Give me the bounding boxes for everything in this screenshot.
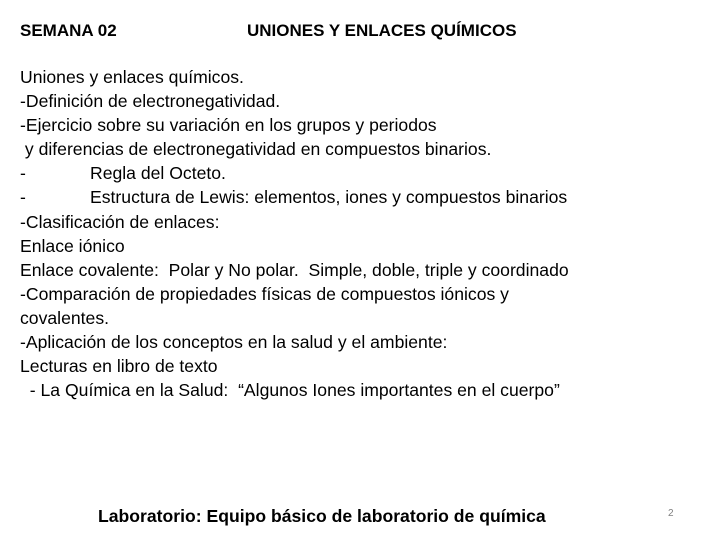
bullet-item xyxy=(20,161,710,185)
content-line: Enlace covalente: Polar y No polar. Simple, doble, triple y coordinado xyxy=(20,259,569,280)
content-line: -Clasificación de enlaces: xyxy=(20,211,220,232)
footer-lab-title: Laboratorio: Equipo básico de laboratorio de química xyxy=(98,506,546,526)
content-line: Uniones y enlaces químicos. xyxy=(20,67,244,87)
bullet-text: Regla del Octeto. xyxy=(90,163,226,184)
content-line: y diferencias de electronegatividad en compuestos binarios. xyxy=(20,139,492,160)
week-label: SEMANA 02 xyxy=(20,21,117,40)
content-line: -Definición de electronegatividad. xyxy=(20,91,281,112)
content-line: -Aplicación de los conceptos en la salud y el ambiente: xyxy=(20,332,448,353)
slide-title: UNIONES Y ENLACES QUÍMICOS xyxy=(247,21,517,40)
content-line: covalentes. xyxy=(20,307,109,328)
content-line: - La Química en la Salud: “Algunos Iones importantes en el cuerpo” xyxy=(20,380,560,401)
bullet-item xyxy=(20,185,710,209)
page-number: 2 xyxy=(668,508,674,519)
bullet-dash: - xyxy=(20,187,26,208)
bullet-dash: - xyxy=(20,163,26,184)
content-line: -Comparación de propiedades físicas de compuestos iónicos y xyxy=(20,283,509,304)
content-body xyxy=(20,65,710,402)
content-line: Enlace iónico xyxy=(20,235,125,256)
content-line: Lecturas en libro de texto xyxy=(20,356,218,377)
content-line: -Ejercicio sobre su variación en los grupos y periodos xyxy=(20,115,437,136)
bullet-text: Estructura de Lewis: elementos, iones y compuestos binarios xyxy=(90,187,568,208)
